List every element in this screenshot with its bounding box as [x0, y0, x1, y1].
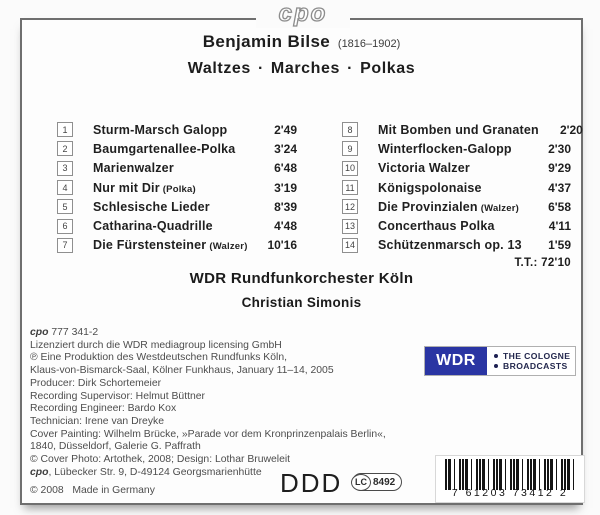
wdr-badge-row	[494, 351, 575, 361]
track-title: Schützenmarsch op. 13	[378, 238, 522, 253]
track-list-left	[57, 120, 297, 255]
composer-dates: (1816–1902)	[337, 38, 401, 50]
wdr-badge-text	[487, 347, 575, 375]
album-header	[22, 32, 581, 78]
track-title: Sturm-Marsch Galopp	[93, 122, 228, 137]
cpo-logo: cpo	[256, 0, 350, 28]
track-row	[342, 178, 571, 197]
credit-line: 1840, Düsseldorf, Galerie G. Paffrath	[30, 441, 201, 453]
credit-line: Recording Engineer: Bardo Kox	[30, 403, 177, 415]
track-title: Concerthaus Polka	[378, 219, 495, 234]
composer-line	[22, 32, 581, 52]
credit-line: Technician: Irene van Dreyke	[30, 415, 164, 427]
track-title: Baumgartenallee-Polka	[93, 141, 236, 156]
track-number-box: 9	[342, 141, 358, 156]
track-title: Winterflocken-Galopp	[378, 141, 512, 156]
cpo-brand-inline: cpo	[30, 327, 49, 338]
cover-frame	[20, 18, 583, 505]
track-title: Schlesische Lieder	[93, 199, 210, 214]
label-code-badge	[352, 473, 402, 491]
barcode-digits: 7 61203 73412 2	[451, 487, 569, 499]
track-duration: 4'37	[548, 180, 571, 195]
track-list-right	[342, 120, 583, 255]
barcode	[435, 455, 585, 503]
bullet-icon	[494, 354, 498, 358]
total-time: T.T.: 72'10	[514, 257, 571, 269]
cpo-brand-inline: cpo	[30, 466, 49, 478]
credit-line: Lizenziert durch die WDR mediagroup licensing GmbH	[30, 339, 282, 351]
track-duration: 10'16	[267, 238, 297, 253]
track-duration: 2'30	[548, 141, 571, 156]
ddd-recording-mark: DDD	[280, 468, 343, 498]
track-number-box: 12	[342, 199, 358, 214]
credit-line: ℗ Eine Produktion des Westdeutschen Rundfunks Köln,	[30, 352, 287, 364]
track-duration: 4'11	[548, 219, 571, 234]
wdr-badge-row	[494, 361, 575, 371]
track-title: Die Provinzialen (Walzer)	[378, 199, 519, 214]
track-title: Die Fürstensteiner (Walzer)	[93, 238, 248, 253]
track-title: Nur mit Dir (Polka)	[93, 180, 196, 195]
credit-line: cpo, Lübecker Str. 9, D-49124 Georgsmarienhütte	[30, 466, 262, 478]
track-row	[57, 120, 297, 139]
credit-line: Cover Painting: Wilhelm Brücke, »Parade vor dem Kronprinzenpalais Berlin«,	[30, 428, 386, 440]
track-number-box: 3	[57, 161, 73, 176]
track-row	[342, 197, 571, 216]
credit-line: Klaus-von-Bismarck-Saal, Kölner Funkhaus, January 11–14, 2005	[30, 365, 334, 377]
track-subtitle: (Polka)	[162, 183, 196, 195]
barcode-bars-icon	[445, 459, 577, 490]
track-duration: 3'19	[274, 180, 297, 195]
track-row	[57, 236, 297, 255]
track-number-box: 6	[57, 219, 73, 234]
track-duration: 3'24	[274, 141, 297, 156]
track-title: Mit Bomben und Granaten	[378, 122, 539, 137]
track-duration: 8'39	[274, 199, 297, 214]
track-number-box: 1	[57, 122, 73, 137]
track-duration: 1'59	[548, 238, 571, 253]
track-title: Victoria Walzer	[378, 161, 470, 176]
track-row	[342, 120, 583, 139]
label-code-number: 8492	[373, 476, 396, 488]
track-number-box: 14	[342, 238, 358, 253]
wdr-badge-line2: BROADCASTS	[503, 361, 568, 371]
track-number-box: 4	[57, 180, 73, 195]
credit-line: © Cover Photo: Artothek, 2008; Design: Lothar Bruweleit	[30, 454, 291, 466]
track-duration: 2'20	[559, 122, 583, 137]
track-row	[57, 216, 297, 235]
credit-line: © 2008 Made in Germany	[30, 485, 155, 497]
track-row	[342, 159, 571, 178]
track-number-box: 5	[57, 199, 73, 214]
track-row	[57, 197, 297, 216]
track-number-box: 2	[57, 141, 73, 156]
track-number-box: 7	[57, 238, 73, 253]
track-duration: 2'49	[274, 122, 297, 137]
composer-name: Benjamin Bilse	[202, 32, 331, 51]
track-row	[342, 236, 571, 255]
track-title: Marienwalzer	[93, 161, 174, 176]
track-number-box: 8	[342, 122, 358, 137]
track-number-box: 10	[342, 161, 358, 176]
credit-line: Producer: Dirk Schortemeier	[30, 377, 162, 389]
track-row	[342, 139, 571, 158]
track-title: Königspolonaise	[378, 180, 482, 195]
wdr-badge-line1: THE COLOGNE	[503, 351, 571, 361]
track-number-box: 11	[342, 180, 358, 195]
wdr-badge	[424, 346, 576, 376]
track-duration: 9'29	[548, 161, 571, 176]
album-subtitle: Waltzes · Marches · Polkas	[187, 60, 416, 77]
track-duration: 4'48	[274, 219, 297, 234]
lc-icon: LC	[351, 474, 371, 491]
track-subtitle: (Walzer)	[209, 241, 248, 253]
credit-line: Recording Supervisor: Helmut Büttner	[30, 390, 205, 402]
credit-line: cpo 777 341-2	[30, 327, 99, 338]
bullet-icon	[494, 364, 498, 368]
orchestra-name: WDR Rundfunkorchester Köln	[189, 270, 414, 287]
track-duration: 6'58	[548, 199, 571, 214]
track-row	[57, 159, 297, 178]
track-duration: 6'48	[274, 161, 297, 176]
track-row	[342, 216, 571, 235]
conductor-name: Christian Simonis	[241, 295, 362, 310]
track-row	[57, 139, 297, 158]
track-row	[57, 178, 297, 197]
track-title: Catharina-Quadrille	[93, 219, 213, 234]
wdr-logo: WDR	[425, 347, 487, 375]
track-number-box: 13	[342, 219, 358, 234]
track-subtitle: (Walzer)	[480, 202, 519, 214]
